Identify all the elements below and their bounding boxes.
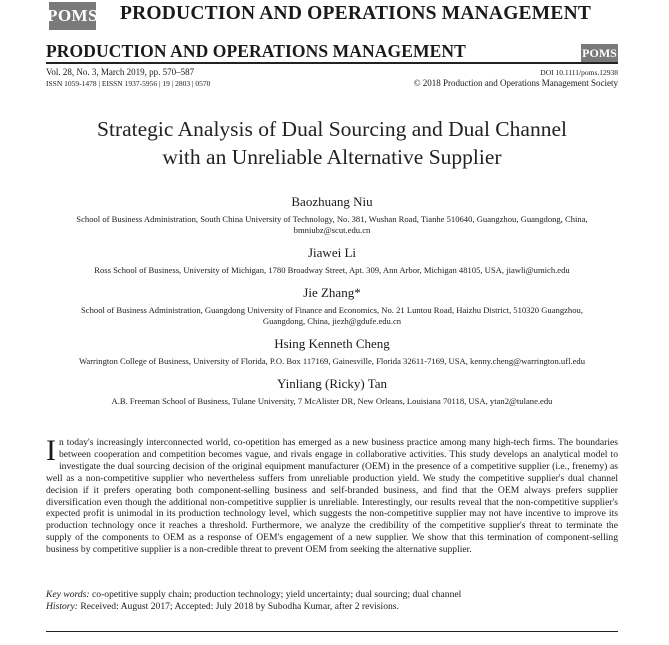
poms-logo-badge bbox=[46, 2, 99, 30]
footer-rule bbox=[46, 631, 618, 632]
poms-logo-text: POMS bbox=[46, 6, 99, 25]
author-name: Jiawei Li bbox=[307, 245, 356, 260]
history-line bbox=[46, 601, 618, 613]
poms-side-badge bbox=[581, 44, 618, 62]
volume-info: Vol. 28, No. 3, March 2019, pp. 570–587 bbox=[46, 67, 195, 77]
title-line-2: with an Unreliable Alternative Supplier bbox=[162, 145, 502, 169]
author-block bbox=[46, 376, 618, 407]
author-name: Yinliang (Ricky) Tan bbox=[276, 376, 388, 391]
article-title bbox=[46, 115, 618, 171]
keywords-line bbox=[46, 589, 618, 601]
keywords-history bbox=[46, 589, 618, 613]
history-label: History: bbox=[46, 601, 78, 612]
publication-meta-left bbox=[46, 67, 210, 89]
author-affiliation: School of Business Administration, Guangdong University of Finance and Economics, No. 21 Luntou Road, Haizhu District, 510320 Guangzhou, Guangdong, China, jiezh@gdufe.edu.cn bbox=[81, 305, 583, 326]
journal-name: PRODUCTION AND OPERATIONS MANAGEMENT bbox=[46, 41, 466, 61]
author-affiliation: A.B. Freeman School of Business, Tulane University, 7 McAlister DR, New Orleans, Louisiana 70118, USA, ytan2@tulane.edu bbox=[111, 396, 553, 406]
author-affiliation: Ross School of Business, University of Michigan, 1780 Broadway Street, Apt. 309, Ann Arbor, Michigan 48105, USA, jiawli@umich.edu bbox=[94, 265, 570, 275]
author-block bbox=[46, 336, 618, 367]
author-name: Baozhuang Niu bbox=[291, 194, 373, 209]
author-list bbox=[46, 194, 618, 416]
author-block bbox=[46, 194, 618, 236]
copyright-info: © 2018 Production and Operations Management Society bbox=[413, 78, 618, 88]
keywords-text: co-opetitive supply chain; production technology; yield uncertainty; dual sourcing; dual channel bbox=[89, 589, 462, 600]
author-name: Jie Zhang* bbox=[303, 285, 361, 300]
author-block bbox=[46, 245, 618, 276]
abstract bbox=[46, 434, 618, 556]
header-rule bbox=[46, 62, 618, 64]
keywords-label: Key words: bbox=[46, 589, 90, 600]
abstract-text: n today's increasingly interconnected world, co-opetition has emerged as a new business practice among many high-tech firms. The boundaries between cooperation and competition becomes vague, and rivals engage in collaborative activities. This study develops an analytical model to investigate the dual sourcing decision of the original equipment manufacturer (OEM) in the presence of a competitive supplier (i.e., frenemy) as well as a non-competitive supplier who nevertheless suffers from unreliable production yield. We study the competitive supplier's dual channel decision if it prefers operating both component-selling business and self-branded business, and find that the OEM always prefers supplier diversification even though the additional non-competitive supplier is unreliable. Interestingly, our results reveal that the non-competitive supplier's expected profit is unimodal in its production technology level, which suggests the non-competitive supplier may not have incentive to improve its production technology once it reaches a threshold. Furthermore, we analyze the credibility of the competitive supplier's threat to terminate the supply of the components to OEM as a response of OEM's engagement of a new supplier. We show that this termination of component-selling business by competitive supplier is a non-credible threat to prevent OEM from seeking the alternative supplier. bbox=[46, 437, 618, 556]
doi-info: DOI 10.1111/poms.12938 bbox=[540, 68, 618, 77]
author-affiliation: Warrington College of Business, University of Florida, P.O. Box 117169, Gainesville, Florida 32611-7169, USA, kenny.cheng@warrington.ufl.edu bbox=[78, 356, 586, 366]
author-name: Hsing Kenneth Cheng bbox=[274, 336, 390, 351]
author-affiliation: School of Business Administration, South China University of Technology, No. 381, Wushan Road, Tianhe 510640, Guangzhou, Guangdong, China, bmniubz@scut.edu.cn bbox=[76, 214, 588, 235]
poms-side-badge-text: POMS bbox=[582, 45, 617, 60]
running-head: PRODUCTION AND OPERATIONS MANAGEMENT bbox=[120, 3, 592, 24]
abstract-drop-cap: I bbox=[46, 434, 56, 467]
author-block bbox=[46, 285, 618, 327]
publication-meta-right bbox=[414, 67, 618, 89]
history-text: Received: August 2017; Accepted: July 2018 by Subodha Kumar, after 2 revisions. bbox=[77, 601, 399, 612]
title-line-1: Strategic Analysis of Dual Sourcing and Dual Channel bbox=[97, 117, 567, 141]
issn-info: ISSN 1059-1478 | EISSN 1937-5956 | 19 | 2803 | 0570 bbox=[46, 79, 211, 88]
